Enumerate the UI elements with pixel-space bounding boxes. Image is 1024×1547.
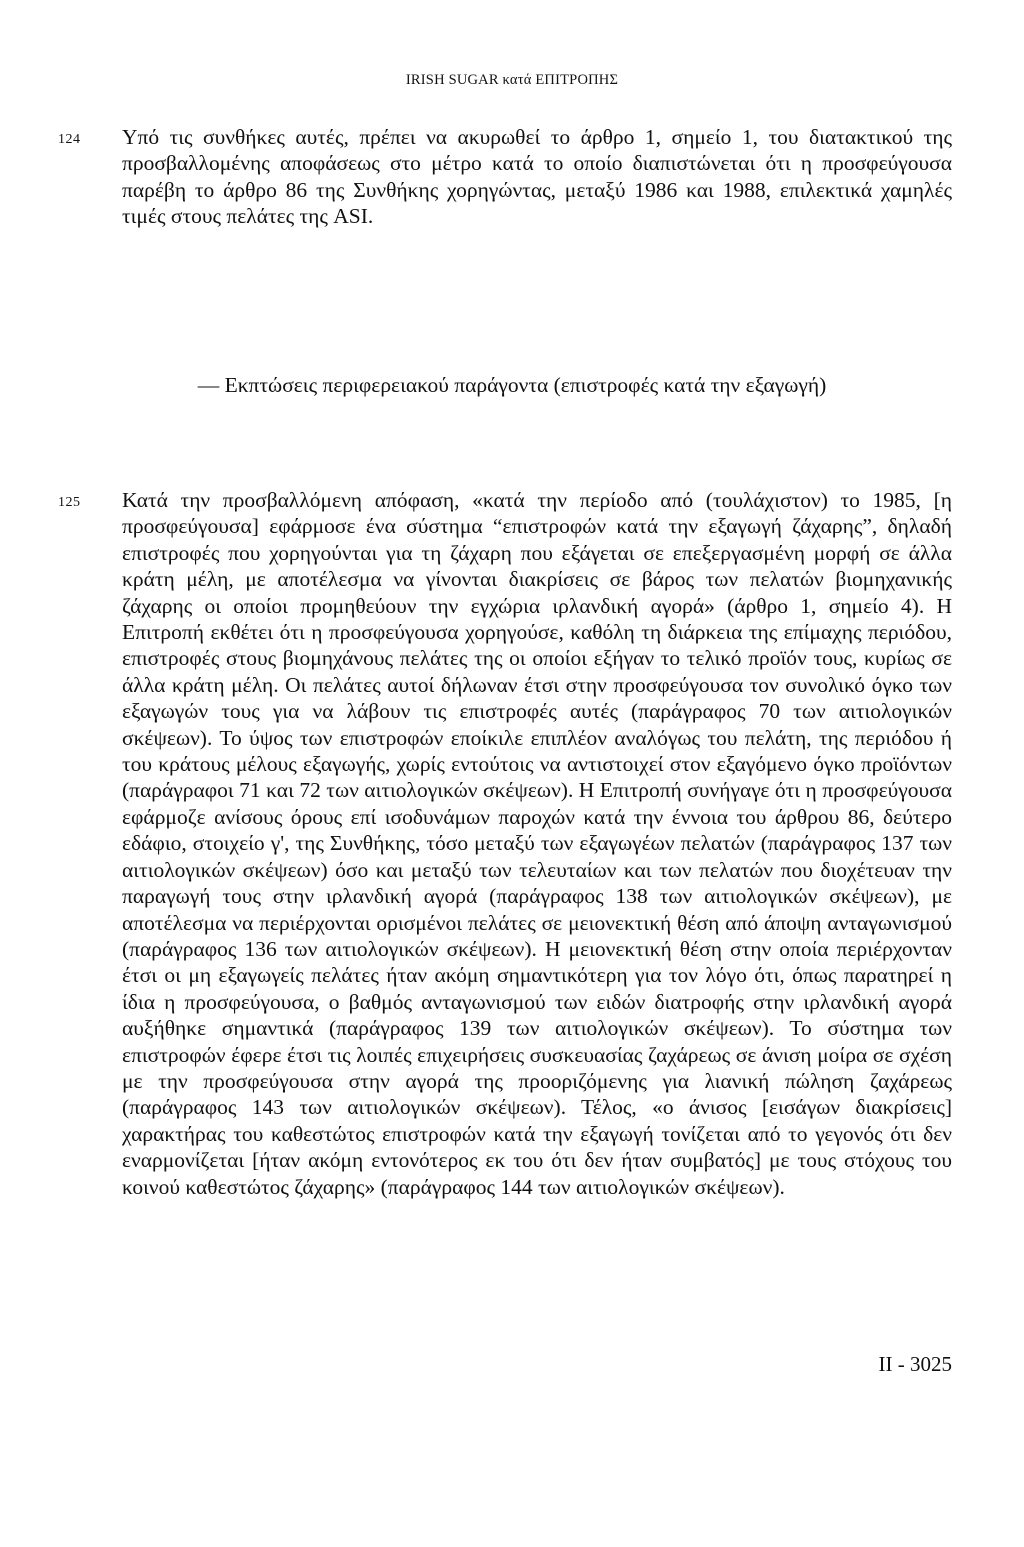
paragraph-number: 124 xyxy=(58,132,81,147)
running-head: IRISH SUGAR κατά ΕΠΙΤΡΟΠΗΣ xyxy=(405,72,619,88)
page-number: II - 3025 xyxy=(878,1352,952,1376)
paragraph-number: 125 xyxy=(58,495,81,510)
paragraph-text: Υπό τις συνθήκες αυτές, πρέπει να ακυρωθεί το άρθρο 1, σημείο 1, του διατακτικού της προσβαλλομένης αποφάσεως στο μέτρο κατά το οποίο διαπιστώνεται ότι η προσφεύγουσα παρέβη το άρθρο 86 της Συνθήκης χορηγώντας, μεταξύ 1986 και 1988, επιλεκτικά χαμηλές τιμές στους πελάτες της ASI. xyxy=(122,125,952,229)
section-heading: — Εκπτώσεις περιφερειακού παράγοντα (επιστροφές κατά την εξαγωγή) xyxy=(197,373,827,397)
paragraph-text: Κατά την προσβαλλόμενη απόφαση, «κατά την περίοδο από (τουλάχιστον) το 1985, [η προσφεύγουσα] εφάρμοσε ένα σύστημα “επιστροφών κατά την εξαγωγή ζάχαρης”, δηλαδή επιστροφές που χορηγούνται για τη ζάχαρη που εξάγεται σε επεξεργασμένη μορφή σε άλλα κράτη μέλη, με αποτέλεσμα να γίνονται διακρίσεις σε βάρος των πελατών βιομηχανικής ζάχαρης οι οποίοι προμηθεύουν την εγχώρια ιρλανδική αγορά» (άρθρο 1, σημείο 4). Η Επιτροπή εκθέτει ότι η προσφεύγουσα χορηγούσε, καθόλη τη διάρκεια της επίμαχης περιόδου, επιστροφές στους βιομηχάνους πελάτες της οι οποίοι εξήγαν το τελικό προϊόν τους, κυρίως σε άλλα κράτη μέλη. Οι πελάτες αυτοί δήλωναν έτσι στην προσφεύγουσα τον συνολικό όγκο των εξαγωγών τους για να λάβουν τις επιστροφές αυτές (παράγραφος 70 των αιτιολογικών σκέψεων). Το ύψος των επιστροφών εποίκιλε επιπλέον αναλόγως του πελάτη, της περιόδου ή του κράτους μέλους εξαγωγής, χωρίς εντούτοις να αντιστοιχεί στον εξαγόμενο όγκο προϊόντων (παράγραφοι 71 και 72 των αιτιολογικών σκέψεων). Η Επιτροπή συνήγαγε ότι η προσφεύγουσα εφάρμοζε ανίσους όρους επί ισοδυνάμων παροχών κατά την έννοια του άρθρου 86, δεύτερο εδάφιο, στοιχείο γ', της Συνθήκης, τόσο μεταξύ των εξαγωγέων πελατών (παράγραφος 137 των αιτιολογικών σκέψεων) όσο και μεταξύ των τελευταίων και των πελατών που διοχέτευαν την παραγωγή τους στην ιρλανδική αγορά (παράγραφος 138 των αιτιολογικών σκέψεων), με αποτέλεσμα να περιέρχονται ορισμένοι πελάτες σε μειονεκτική θέση από άποψη ανταγωνισμού (παράγραφος 136 των αιτιολογικών σκέψεων). Η μειονεκτική θέση στην οποία περιέρχονταν έτσι οι μη εξαγωγείς πελάτες ήταν ακόμη σημαντικότερη για τον λόγο ότι, όπως παρατηρεί η ίδια η προσφεύγουσα, ο βαθμός ανταγωνισμού των ειδών διατροφής στην ιρλανδική αγορά αυξήθηκε σημαντικά (παράγραφος 139 των αιτιολογικών σκέψεων). Το σύστημα των επιστροφών έφερε έτσι τις λοιπές επιχειρήσεις συσκευασίας ζαχάρεως σε άνιση μοίρα σε σχέση με την προσφεύγουσα στην αγορά της προοριζόμενης για λιανική πώληση ζαχάρεως (παράγραφος 143 των αιτιολογικών σκέψεων). Τέλος, «ο άνισος [εισάγων διακρίσεις] χαρακτήρας του καθεστώτος επιστροφών κατά την εξαγωγή τονίζεται από το γεγονός ότι δεν εναρμονίζεται [ήταν ακόμη εντονότερος εκ του ότι δεν ήταν συμβατός] με τους στόχους του κοινού καθεστώτος ζάχαρης» (παράγραφος 144 των αιτιολογικών σκέψεων). xyxy=(122,488,952,1199)
